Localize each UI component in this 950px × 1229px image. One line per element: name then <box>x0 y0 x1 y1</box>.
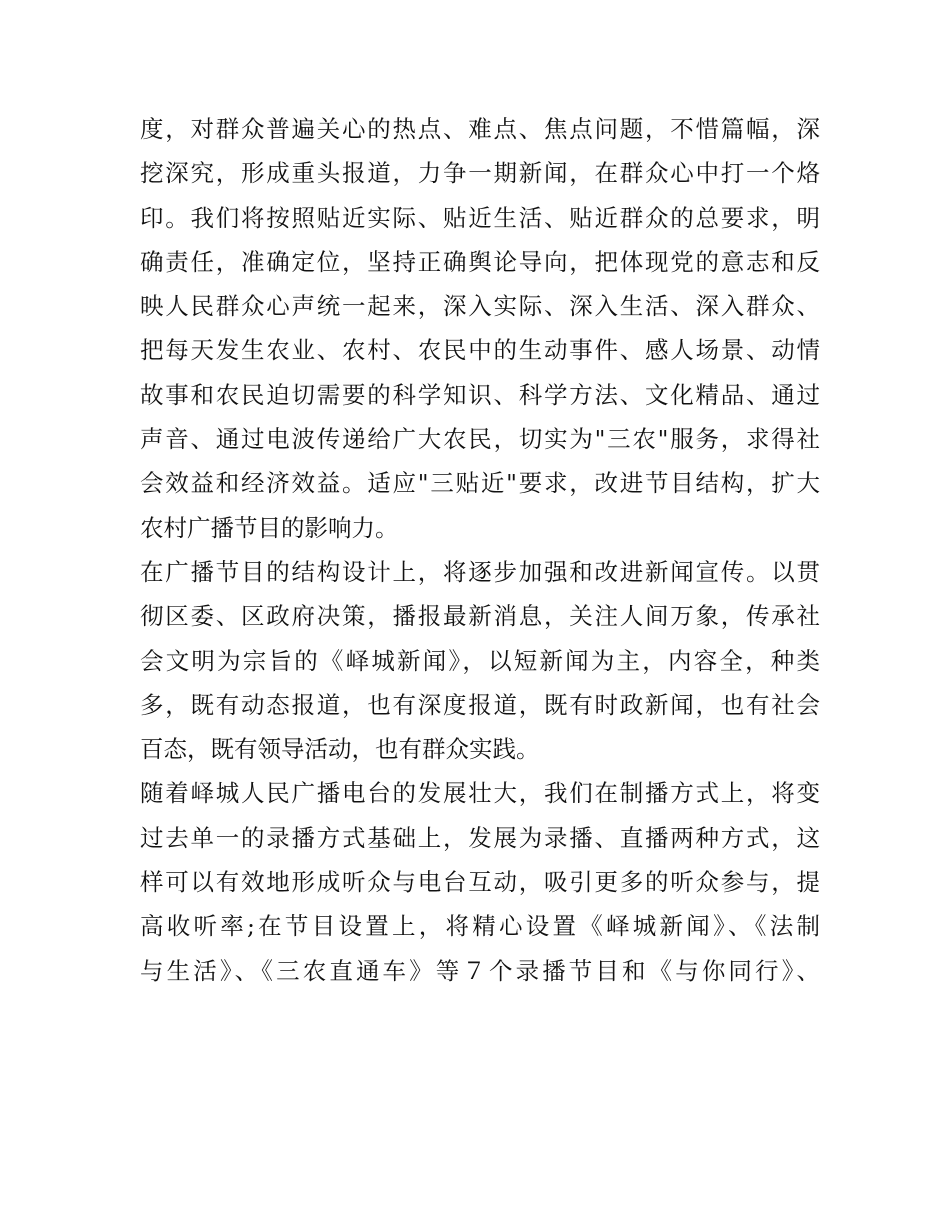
text-line-9: 会效益和经济效益。适应"三贴近"要求，改进节目结构，扩大 <box>140 469 820 498</box>
text-line-14: 多，既有动态报道，也有深度报道，既有时政新闻，也有社会 <box>140 690 820 719</box>
text-line-10: 农村广播节目的影响力。 <box>140 513 399 542</box>
text-line-2: 挖深究，形成重头报道，力争一期新闻，在群众心中打一个烙 <box>140 159 820 188</box>
text-line-11: 在广播节目的结构设计上，将逐步加强和改进新闻宣传。以贯 <box>140 557 820 586</box>
text-line-18: 样可以有效地形成听众与电台互动，吸引更多的听众参与，提 <box>140 868 820 897</box>
text-line-12: 彻区委、区政府决策，播报最新消息，关注人间万象，传承社 <box>140 602 820 631</box>
text-line-15: 百态，既有领导活动，也有群众实践。 <box>140 735 540 764</box>
text-line-19: 高收听率;在节目设置上，将精心设置《峄城新闻》、《法制 <box>140 912 820 941</box>
text-line-17: 过去单一的录播方式基础上，发展为录播、直播两种方式，这 <box>140 823 820 852</box>
text-line-20: 与生活》、《三农直通车》等７个录播节目和《与你同行》、 <box>140 956 820 985</box>
text-line-16: 随着峄城人民广播电台的发展壮大，我们在制播方式上，将变 <box>140 779 820 808</box>
body-text <box>140 107 820 993</box>
text-line-4: 确责任，准确定位，坚持正确舆论导向，把体现党的意志和反 <box>140 247 820 276</box>
text-line-13: 会文明为宗旨的《峄城新闻》，以短新闻为主，内容全，种类 <box>140 646 820 675</box>
text-line-5: 映人民群众心声统一起来，深入实际、深入生活、深入群众、 <box>140 292 820 321</box>
text-line-7: 故事和农民迫切需要的科学知识、科学方法、文化精品、通过 <box>140 380 820 409</box>
text-line-8: 声音、通过电波传递给广大农民，切实为"三农"服务，求得社 <box>140 425 820 454</box>
text-line-3: 印。我们将按照贴近实际、贴近生活、贴近群众的总要求，明 <box>140 203 820 232</box>
text-line-1: 度，对群众普遍关心的热点、难点、焦点问题，不惜篇幅，深 <box>140 115 820 143</box>
text-line-6: 把每天发生农业、农村、农民中的生动事件、感人场景、动情 <box>140 336 820 365</box>
